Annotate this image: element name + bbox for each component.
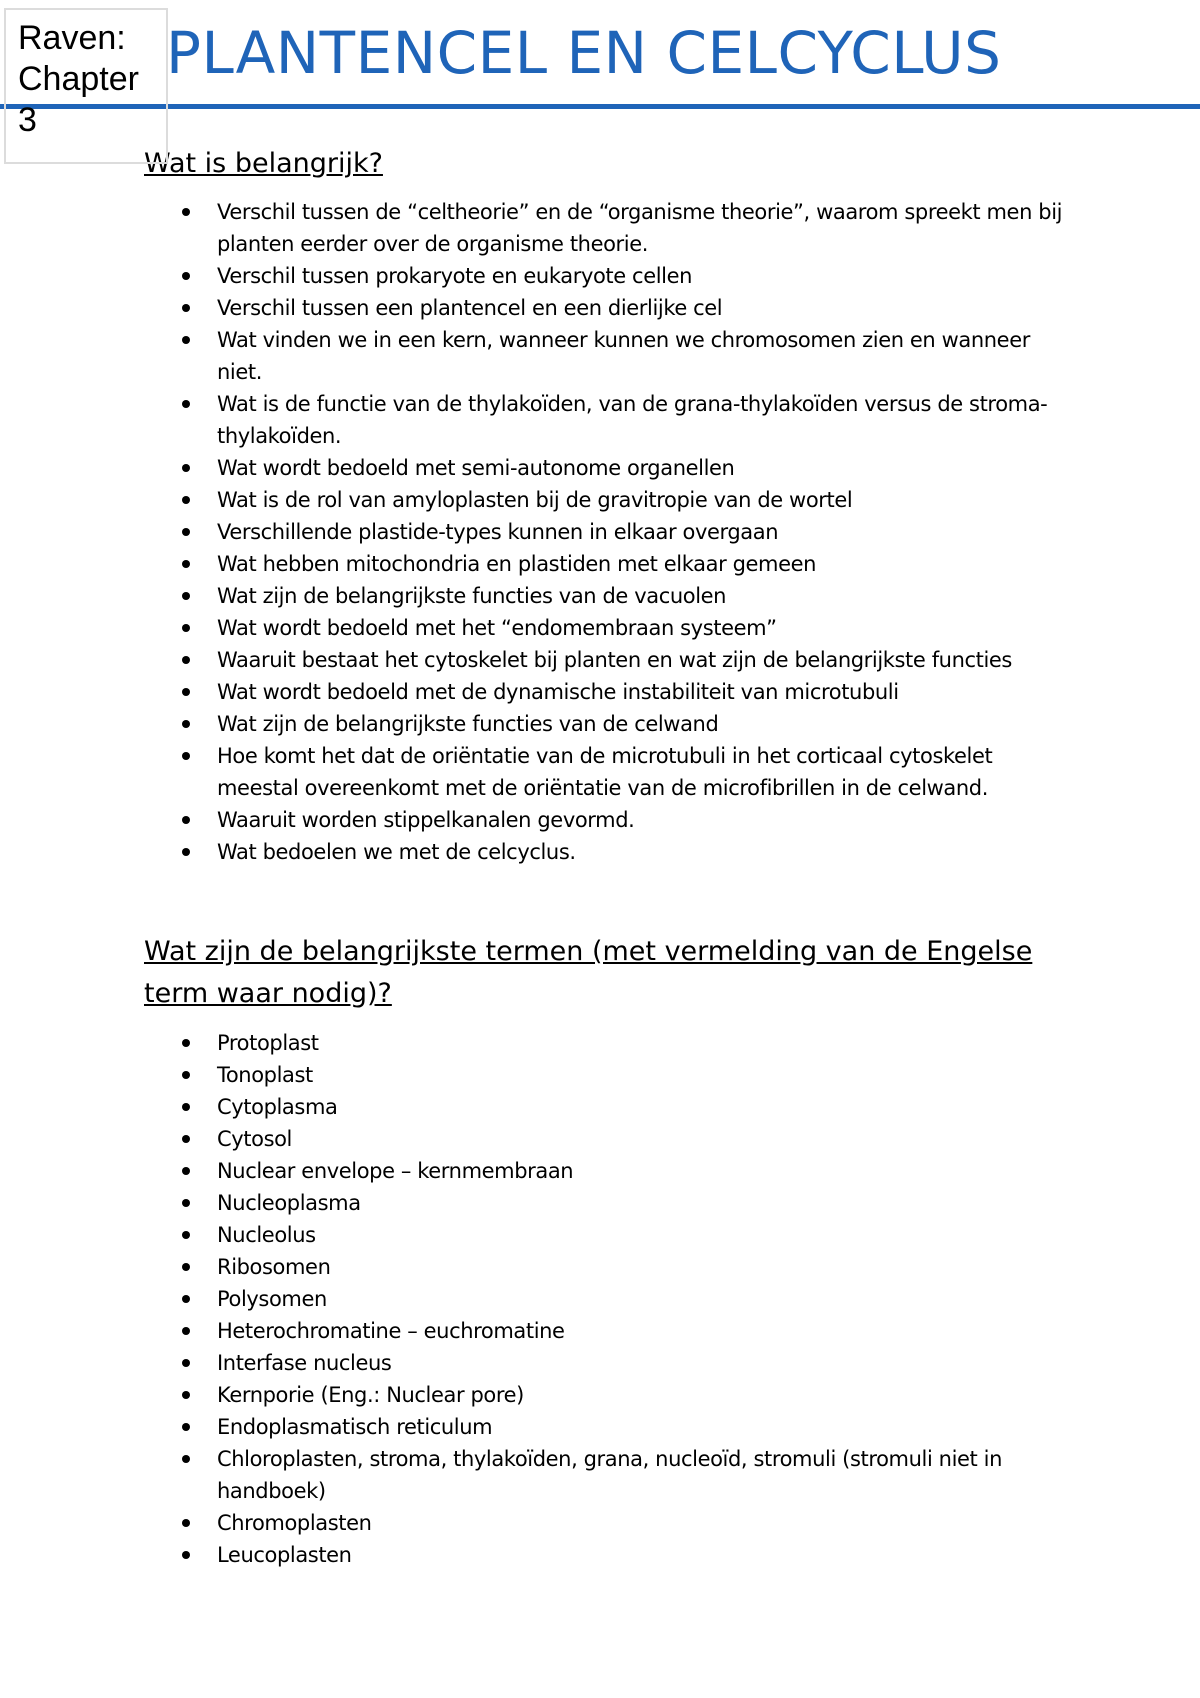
list-item: Endoplasmatisch reticulum [144,1411,1064,1443]
section-heading-important: Wat is belangrijk? [144,148,383,179]
list-item: Verschillende plastide-types kunnen in elkaar overgaan [144,516,1064,548]
list-item: Chromoplasten [144,1507,1064,1539]
list-item: Wat wordt bedoeld met semi-autonome organellen [144,452,1064,484]
list-item: Cytoplasma [144,1091,1064,1123]
list-item: Wat zijn de belangrijkste functies van de vacuolen [144,580,1064,612]
list-item: Kernporie (Eng.: Nuclear pore) [144,1379,1064,1411]
chapter-label: Raven: Chapter 3 [4,8,168,164]
terms-list [144,1027,1064,1571]
list-item: Wat zijn de belangrijkste functies van de celwand [144,708,1064,740]
list-item: Tonoplast [144,1059,1064,1091]
list-item: Cytosol [144,1123,1064,1155]
list-item: Wat is de rol van amyloplasten bij de gravitropie van de wortel [144,484,1064,516]
list-item: Ribosomen [144,1251,1064,1283]
title-divider [0,104,1200,109]
list-item: Verschil tussen de “celtheorie” en de “organisme theorie”, waarom spreekt men bij planten eerder over de organisme theorie. [144,196,1064,260]
list-item: Waaruit worden stippelkanalen gevormd. [144,804,1064,836]
list-item: Leucoplasten [144,1539,1064,1571]
list-item: Wat wordt bedoeld met de dynamische instabiliteit van microtubuli [144,676,1064,708]
list-item: Chloroplasten, stroma, thylakoïden, grana, nucleoïd, stromuli (stromuli niet in handboek) [144,1443,1064,1507]
section-heading-terms: Wat zijn de belangrijkste termen (met vermelding van de Engelse term waar nodig)? [144,936,1033,1009]
list-item: Nuclear envelope – kernmembraan [144,1155,1064,1187]
list-item: Hoe komt het dat de oriëntatie van de microtubuli in het corticaal cytoskelet meestal overeenkomt met de oriëntatie van de microfibrillen in de celwand. [144,740,1064,804]
list-item: Nucleolus [144,1219,1064,1251]
list-item: Interfase nucleus [144,1347,1064,1379]
list-item: Verschil tussen prokaryote en eukaryote cellen [144,260,1064,292]
important-list [144,196,1064,868]
list-item: Protoplast [144,1027,1064,1059]
list-item: Heterochromatine – euchromatine [144,1315,1064,1347]
list-item: Wat hebben mitochondria en plastiden met elkaar gemeen [144,548,1064,580]
list-item: Waaruit bestaat het cytoskelet bij planten en wat zijn de belangrijkste functies [144,644,1064,676]
document-body [144,142,1064,1571]
list-item: Verschil tussen een plantencel en een dierlijke cel [144,292,1064,324]
list-item: Nucleoplasma [144,1187,1064,1219]
list-item: Wat is de functie van de thylakoïden, van de grana-thylakoïden versus de stroma-thylakoïden. [144,388,1064,452]
list-item: Polysomen [144,1283,1064,1315]
page-title: PLANTENCEL EN CELCYCLUS [166,19,1002,87]
list-item: Wat wordt bedoeld met het “endomembraan systeem” [144,612,1064,644]
list-item: Wat vinden we in een kern, wanneer kunnen we chromosomen zien en wanneer niet. [144,324,1064,388]
list-item: Wat bedoelen we met de celcyclus. [144,836,1064,868]
